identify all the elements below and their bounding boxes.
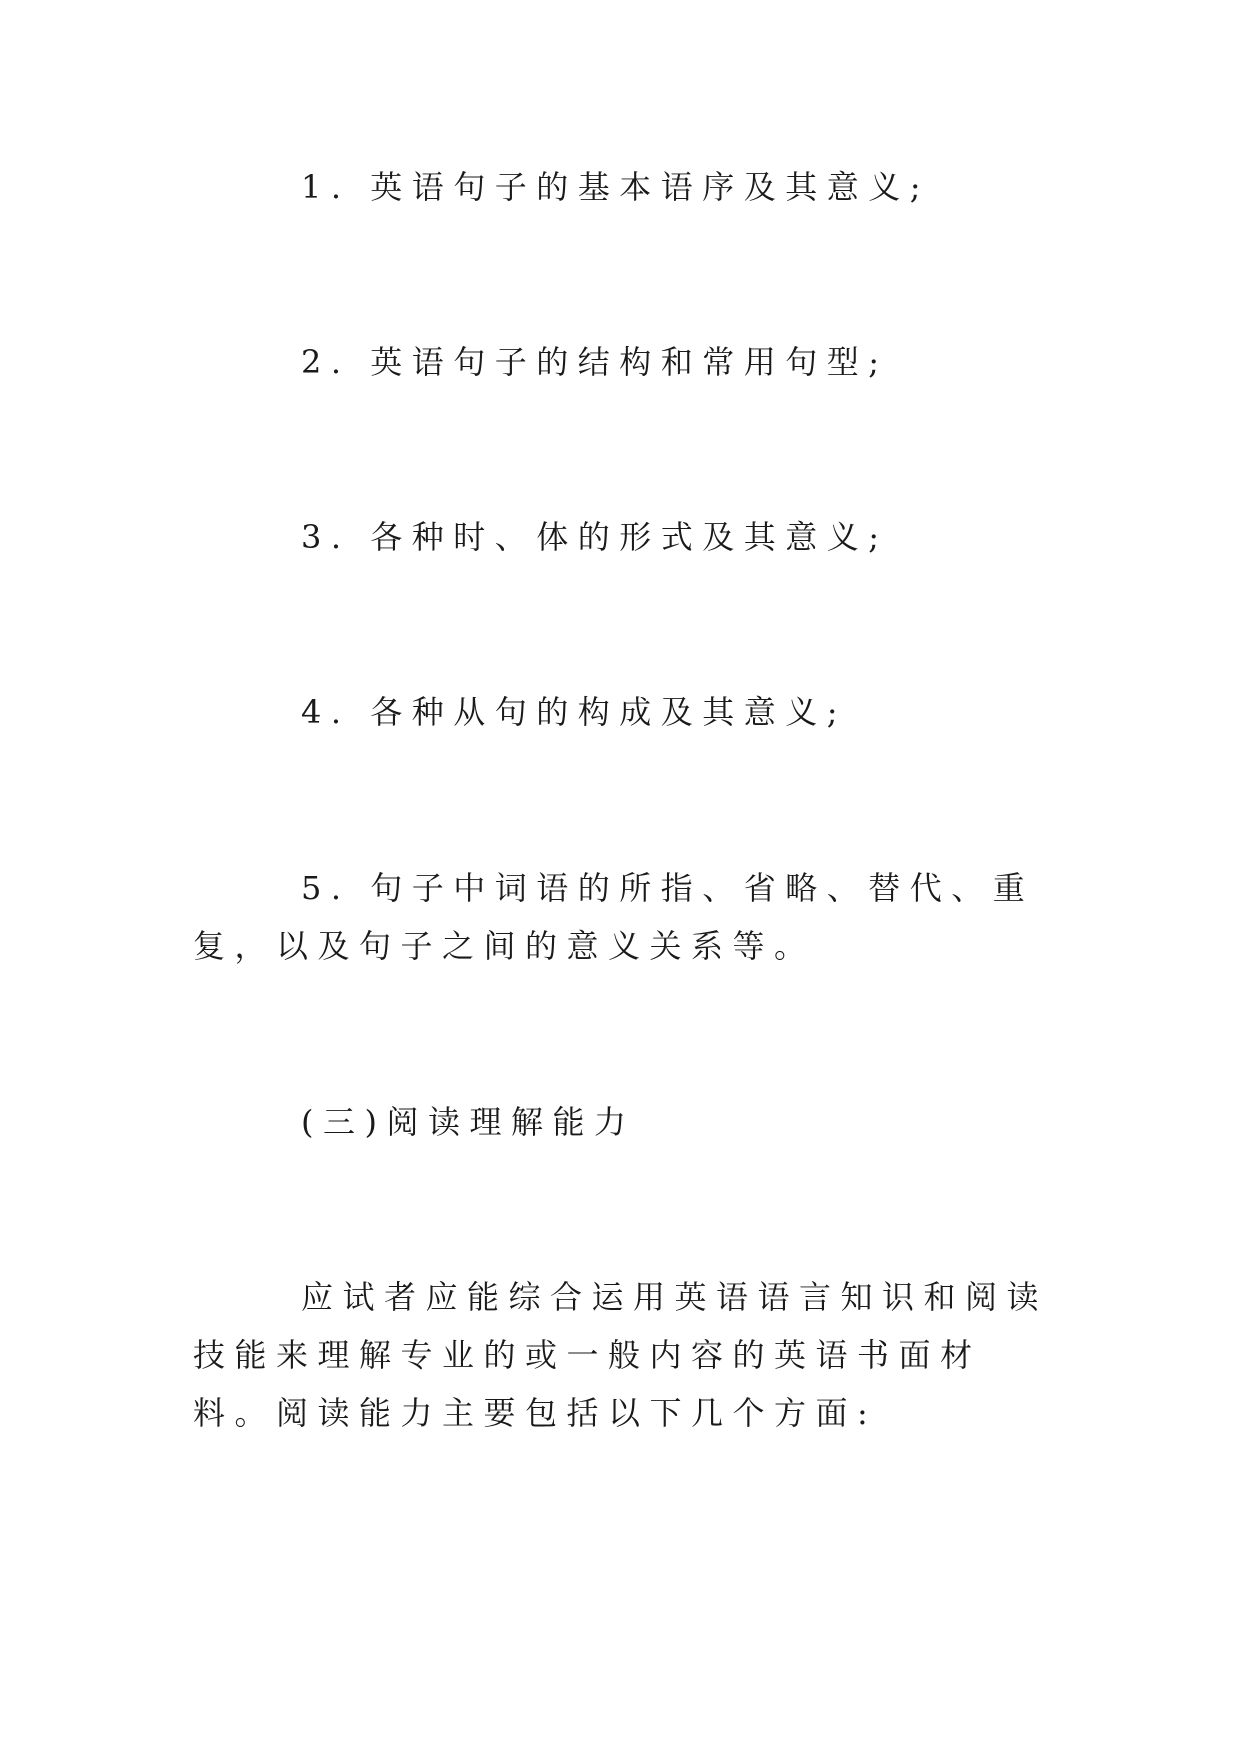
list-item-4: 4. 各种从句的构成及其意义;: [301, 693, 847, 731]
list-item-1: 1. 英语句子的基本语序及其意义;: [301, 168, 930, 206]
list-item-2: 2. 英语句子的结构和常用句型;: [301, 343, 889, 381]
list-item-5: 5. 句子中词语的所指、省略、替代、重复，以及句子之间的意义关系等。: [193, 869, 1035, 965]
list-item-3: 3. 各种时、体的形式及其意义;: [301, 518, 889, 556]
section-heading: (三)阅读理解能力: [301, 1103, 636, 1141]
body-paragraph: 应试者应能综合运用英语语言知识和阅读技能来理解专业的或一般内容的英语书面材料。阅读能力主要包括以下几个方面:: [193, 1278, 1049, 1432]
